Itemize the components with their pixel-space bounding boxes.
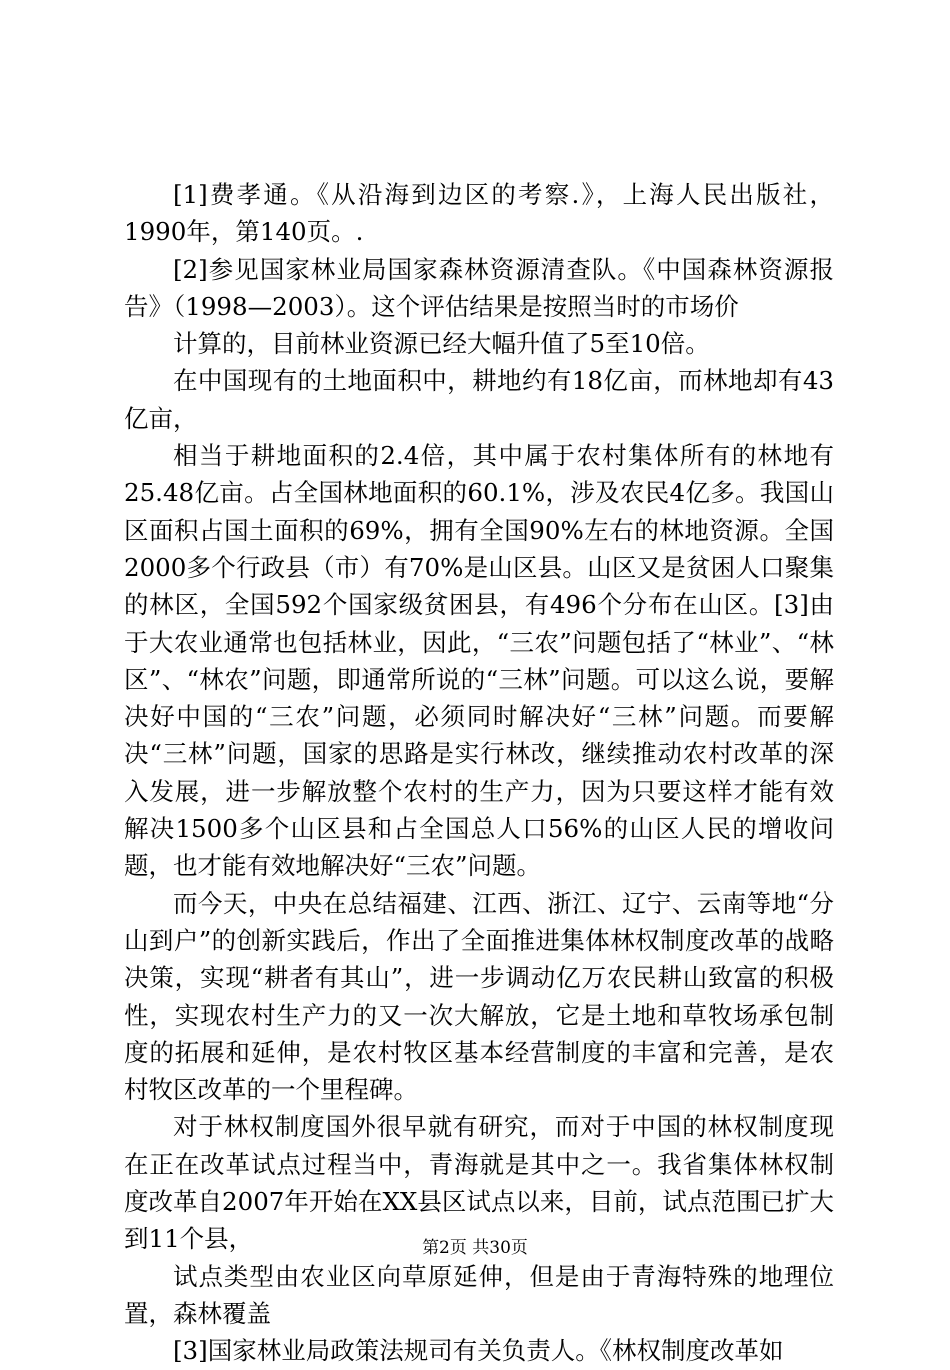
page-footer [0,1236,950,1260]
paragraph-forest-statistics: 相当于耕地面积的2.4倍，其中属于农村集体所有的林地有25.48亿亩。占全国林地面积的60.1%，涉及农民4亿多。我国山区面积占国土面积的69%，拥有全国90%左右的林地资源。全国2000多个行政县（市）有70%是山区县。山区又是贫困人口聚集的林区，全国592个国家级贫困县，有496个分布在山区。[3]由于大农业通常也包括林业，因此，“三农”问题包括了“林业”、“林区”、“林农”问题，即通常所说的“三林”问题。可以这么说，要解决好中国的“三农”问题，必须同时解决好“三林”问题。而要解决“三林”问题，国家的思路是实行林改，继续推动农村改革的深入发展，进一步解放整个农村的生产力，因为只要这样才能有效解决1500多个山区县和占全国总人口56%的山区人民的增收问题，也才能有效地解决好“三农”问题。 [124,441,834,881]
paragraph-land-area: 在中国现有的土地面积中，耕地约有18亿亩，而林地却有43亿亩， [124,366,834,433]
footnote-1: [1]费孝通。《从沿海到边区的考察.》，上海人民出版社，1990年，第140页。. [124,180,834,247]
paragraph-central-policy: 而今天，中央在总结福建、江西、浙江、辽宁、云南等地“分山到户”的创新实践后，作出了全面推进集体林权制度改革的战略决策，实现“耕者有其山”，进一步调动亿万农民耕山致富的积极性，实现农村生产力的又一次大解放，它是土地和草牧场承包制度的拓展和延伸，是农村牧区基本经营制度的丰富和完善，是农村牧区改革的一个里程碑。 [124,888,834,1105]
footnote-2: [2]参见国家林业局国家森林资源清查队。《中国森林资源报告》（1998—2003）。这个评估结果是按照当时的市场价 [124,254,834,321]
paragraph-pilot-type: 试点类型由农业区向草原延伸，但是由于青海特殊的地理位置，森林覆盖 [124,1261,834,1328]
footnote-3: [3]国家林业局政策法规司有关负责人。《林权制度改革如 [173,1336,784,1366]
document-body [124,176,834,1370]
page-number: 第2页 共30页 [422,1238,528,1258]
paragraph-qinghai-reform: 对于林权制度国外很早就有研究，而对于中国的林权制度现在正在改革试点过程当中，青海就是其中之一。我省集体林权制度改革自2007年开始在XX县区试点以来，目前，试点范围已扩大到11个县， [124,1112,834,1254]
footnote-2-continued: 计算的，目前林业资源已经大幅升值了5至10倍。 [173,329,710,359]
